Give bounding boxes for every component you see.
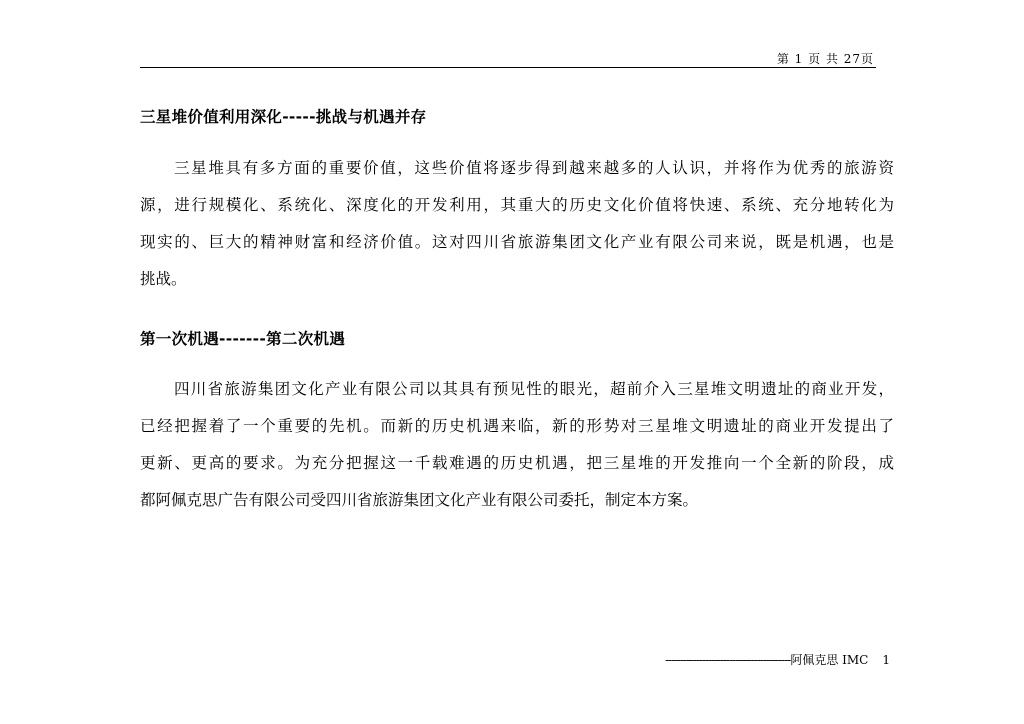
footer-page-number: 1: [882, 653, 890, 667]
paragraph-value-deepening: [140, 150, 894, 298]
paragraph-line: 源，进行规模化、系统化、深度化的开发利用，其重大的历史文化价值将快速、系统、充分地转化为: [140, 196, 894, 214]
paragraph-line: 更新、更高的要求。为充分把握这一千载难遇的历史机遇，把三星堆的开发推向一个全新的阶段，成: [140, 454, 894, 472]
page-counter: 第 1 页 共 27页: [776, 52, 874, 66]
paragraph-line: 四川省旅游集团文化产业有限公司以其具有预见性的眼光，超前介入三星堆文明遗址的商业开发，: [174, 380, 894, 398]
paragraph-line: 现实的、巨大的精神财富和经济价值。这对四川省旅游集团文化产业有限公司来说，既是机遇，也是: [140, 233, 894, 251]
section-heading-value-deepening: 三星堆价值利用深化-----挑战与机遇并存: [140, 108, 427, 126]
header-divider: [140, 67, 876, 68]
section-heading-opportunities: 第一次机遇-------第二次机遇: [140, 330, 346, 348]
footer-dashes: -----------------------------------------: [665, 653, 791, 667]
paragraph-line: 都阿佩克思广告有限公司受四川省旅游集团文化产业有限公司委托，制定本方案。: [140, 491, 699, 509]
paragraph-opportunities: [140, 371, 894, 519]
page-footer: [665, 651, 890, 668]
footer-company: 阿佩克思 IMC: [790, 653, 869, 667]
paragraph-line: 挑战。: [140, 270, 187, 288]
paragraph-line: 三星堆具有多方面的重要价值，这些价值将逐步得到越来越多的人认识，并将作为优秀的旅游资: [174, 159, 894, 177]
paragraph-line: 已经把握着了一个重要的先机。而新的历史机遇来临，新的形势对三星堆文明遗址的商业开发提出了: [140, 417, 894, 435]
